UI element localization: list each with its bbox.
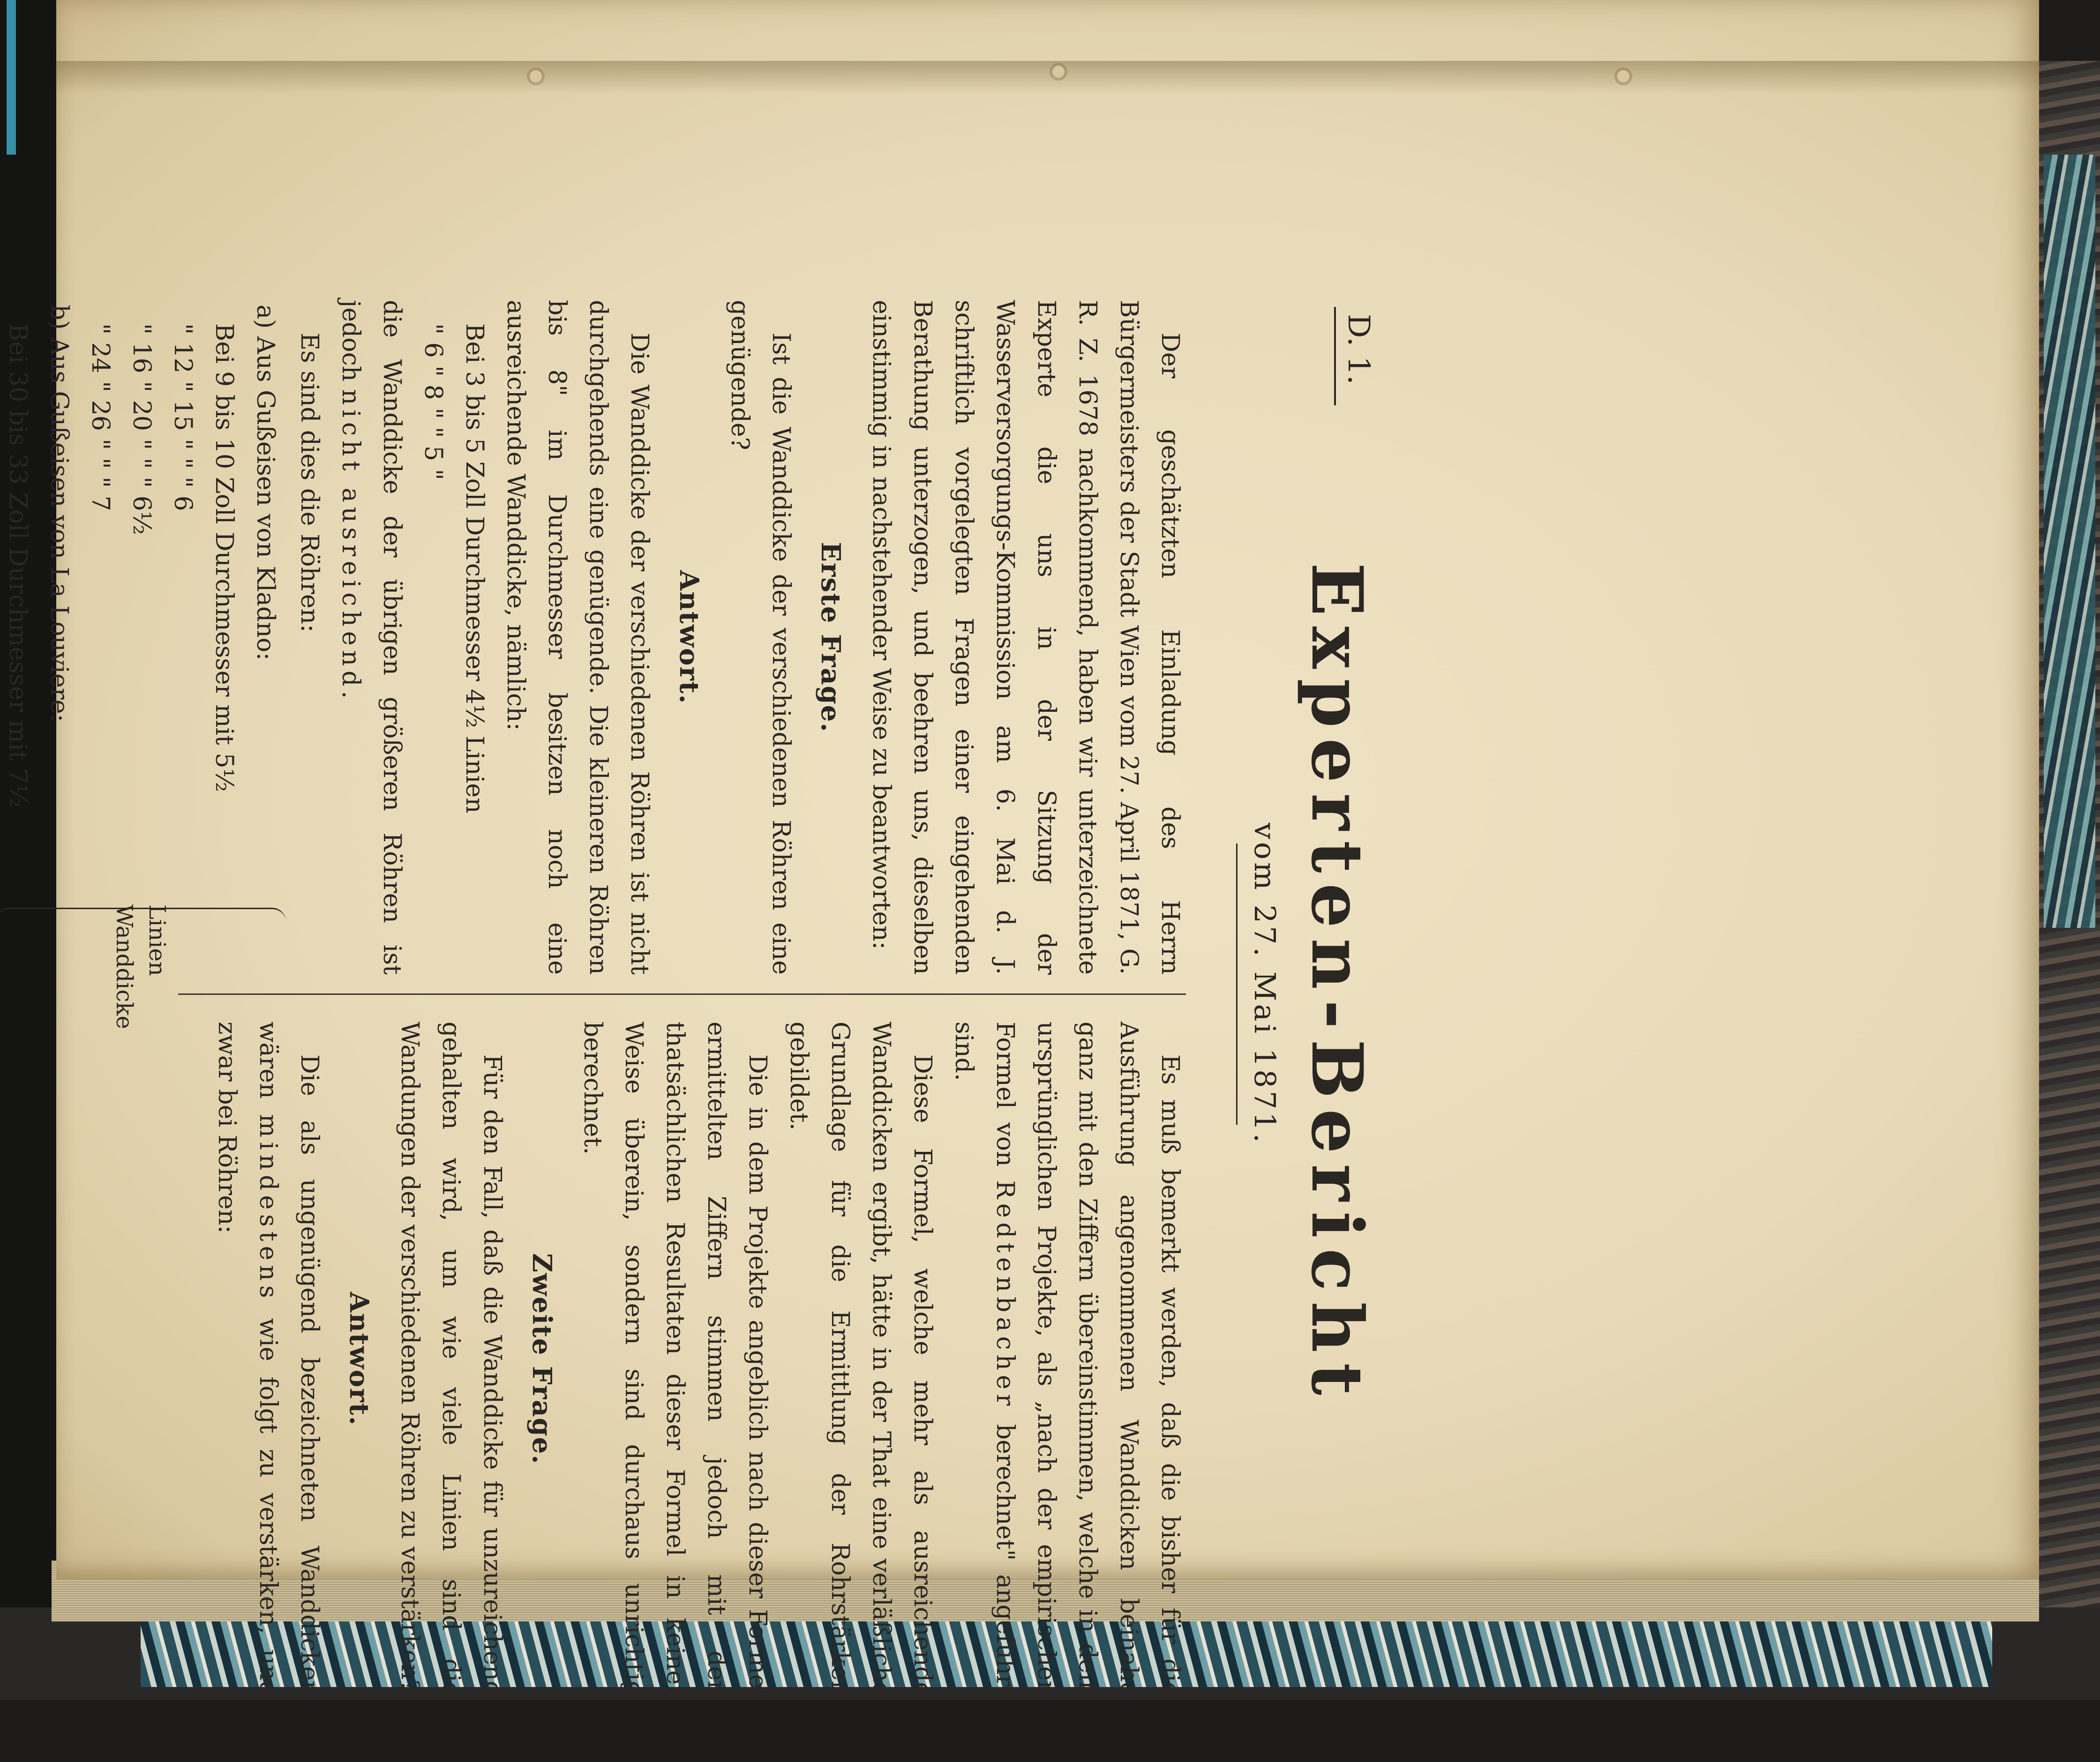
brace-text	[108, 904, 173, 1029]
table-row: Bei 9 bis 10 Zoll Durchmesser mit 5½	[210, 323, 238, 792]
right-paragraph-1-end: berechnet" angeführt sind.	[950, 1022, 1019, 1696]
answer-1-after	[330, 300, 412, 975]
answer-2-heading: Antwort.	[344, 1292, 375, 1426]
column-divider	[178, 993, 1186, 995]
wall-thickness-table	[0, 300, 286, 1029]
table-row: " 16 " 20 " " " 6½	[128, 323, 156, 535]
right-paragraph-3: Die in dem Projekte angeblich nach dieser Formel ermittelten Ziffern stimmen jedoch mit den thatsächlichen Resultaten dieser Formel in keiner Weise überein, sondern sind durchaus unrichtig berechnet.	[578, 1022, 772, 1696]
answer-2-spaced: mindestens	[254, 1114, 282, 1303]
page-label-underline	[1334, 307, 1336, 405]
answer-2-text-end: wie folgt zu verstärken, und zwar bei Röhren:	[213, 1022, 282, 1697]
right-paragraph-1-text: Es muß bemerkt werden, daß die bisher für die Ausführung angenommenen Wanddicken beinahe ganz mit den Ziffern übereinstimmen, welche in dem ursprünglichen Projekte, als „nach der empirischen Formel von	[991, 1022, 1184, 1696]
answer-2-text-start: Die als ungenügend bezeichneten Wanddicken wären	[254, 1022, 323, 1696]
question-1-text: Ist die Wanddicke der verschiedenen Röhren eine genügende?	[726, 300, 795, 975]
page-label: D. 1.	[1341, 314, 1376, 385]
cover-edge-strip	[7, 0, 16, 155]
page-subtitle: vom 27. Mai 1871.	[1248, 822, 1282, 1146]
question-2-text: Für den Fall, daß die Wanddicke für unzureichend gehalten wird, um wie viele Linien sind die Wandungen der verschiedenen Röhren zu verstärken?	[396, 1022, 506, 1696]
group-a-heading: a) Aus Gußeisen von Kladno:	[251, 305, 279, 661]
answer-1-spaced: nicht ausreichend.	[337, 389, 365, 703]
table-row: " 24 " 26 " " " 7	[86, 323, 114, 511]
table-row: Bei 30 bis 33 Zoll Durchmesser mit 7½	[4, 323, 32, 808]
title-rule	[1236, 844, 1238, 1125]
binding-thread-hole	[1052, 66, 1065, 78]
right-column	[206, 1022, 1191, 1696]
answer-1-line: " 6 " 8 " " 5 "	[419, 323, 447, 480]
pipes-intro: Es sind dies die Röhren:	[295, 333, 323, 633]
right-paragraph-1	[943, 1022, 1191, 1696]
brace-label-wall: Wanddicke	[111, 904, 137, 1029]
right-paragraph-1-spaced: Redtenbacher	[991, 1180, 1019, 1411]
answer-1-after-text: die Wanddicke der übrigen größeren Röhren ist jedoch	[337, 300, 406, 975]
intro-paragraph: Der geschätzten Einladung des Herrn Bürgermeisters der Stadt Wien vom 27. April 1871, G. R. Z. 1678 nachkommend, haben wir unterzeichnete Experte die uns in der Sitzung der Wasserversorgungs-Kommission am 6. Mai d. J. schriftlich vorgelegten Fragen einer eingehenden Berathung unterzogen, und beehren uns, dieselben einstimmig in nachstehender Weise zu beantworten:	[867, 300, 1184, 975]
question-2-heading: Zweite Frage.	[526, 1253, 557, 1465]
answer-1-line: Bei 3 bis 5 Zoll Durchmesser 4½ Linien	[460, 323, 488, 814]
answer-1-heading: Antwort.	[674, 570, 705, 705]
marbled-cover	[2044, 155, 2095, 928]
binding-thread-hole	[1617, 70, 1629, 82]
answer-1-text: Die Wanddicke der verschiedenen Röhren ist nicht durchgehends eine genügende. Die kleineren Röhren bis 8" im Durchmesser besitzen noch eine ausreichende Wanddicke, nämlich:	[502, 300, 653, 975]
group-b-heading: b) Aus Gußeisen von La Louviere:	[45, 305, 73, 723]
page-fold-shadow	[56, 61, 2039, 94]
left-column	[0, 300, 1191, 1029]
table-row: " 12 " 15 " " " 6	[169, 323, 197, 511]
right-paragraph-2: Diese Formel, welche mehr als ausreichende Wanddicken ergibt, hätte in der That eine verläßliche Grundlage für die Ermittlung der Rohrstärken gebildet.	[785, 1022, 937, 1696]
answer-2-text	[206, 1022, 330, 1696]
brace-label-unit: Linien	[144, 904, 170, 976]
book-cover-right	[2030, 61, 2100, 1700]
question-1-heading: Erste Frage.	[815, 542, 846, 733]
rotated-page-content	[4, 262, 1378, 1762]
page-title: Experten-Bericht	[1296, 562, 1378, 1406]
binding-thread-hole	[530, 70, 542, 82]
